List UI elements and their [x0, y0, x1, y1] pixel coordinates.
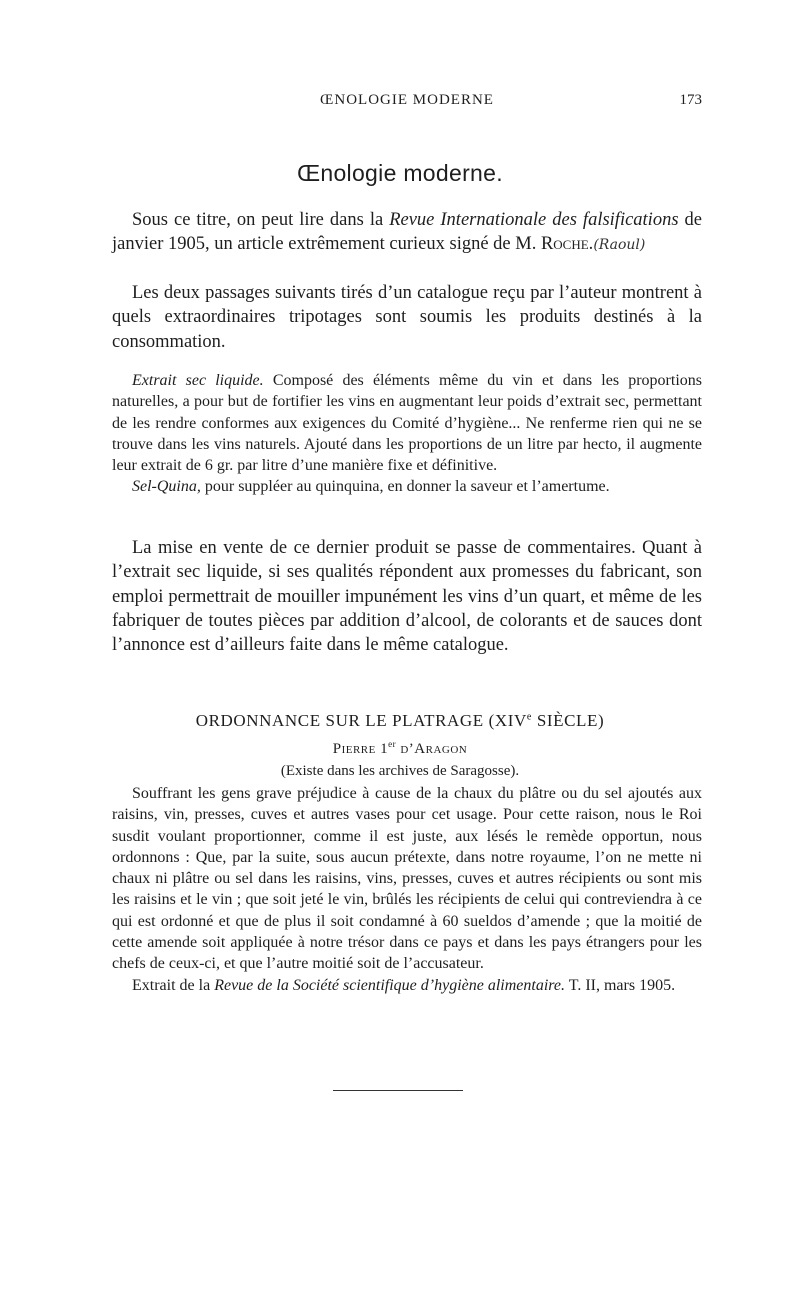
- handwritten-annotation: (Raoul): [593, 237, 646, 254]
- ordonnance-text: Souffrant les gens grave préjudice à cause de la chaux du plâtre ou du sel ajoutés aux raisins, vin, presses, cuves et autres vases pour cet usage. Pour cette raison, nous le Roi susdit voulant proportionner, comme il est juste, aux lésés le remède opportun, nous ordonnons : Que, par la suite, sous aucun prétexte, dans notre royaume, l’on ne mette ni chaux ni plâtre ou sel dans les raisins, vins, presses, cuves et autres récipients ou sont mis les raisins et le vin ; que soit jeté le vin, brûlés les récipients de celui qui contreviendra à ce qui est ordonné et que de plus il soit condamné à 60 sueldos d’amende ; que la moitié de cette amende soit appliquée à notre trésor dans ce pays et dans les pays étrangers pour les chefs de ceux-ci, et que l’autre moitié soit de l’accusateur.: [112, 785, 702, 973]
- ordonnance-subtitle: Pierre 1er d’Aragon: [332, 739, 468, 757]
- intro-text-b: de janvier 1905, un article extrêmement curieux signé de M.: [112, 210, 703, 255]
- quote-term-extrait: Extrait sec liquide.: [132, 372, 264, 389]
- body-paragraph-3: [112, 536, 702, 657]
- running-title: ŒNOLOGIE MODERNE: [320, 92, 494, 108]
- article-title: Œnologie moderne.: [297, 160, 503, 186]
- ordonnance-note: (Existe dans les archives de Saragosse).: [280, 763, 520, 779]
- quote-text-sel-quina: pour suppléer au quinquina, en donner la saveur et l’amertume.: [200, 478, 610, 496]
- source-journal: Revue Internationale des falsifications: [389, 210, 679, 230]
- intro-paragraph: [112, 208, 702, 258]
- body-paragraph-2: [112, 281, 702, 354]
- running-header: [112, 92, 702, 116]
- intro-text-a: Sous ce titre, on peut lire dans la: [132, 210, 390, 230]
- paragraph-text: Les deux passages suivants tirés d’un catalogue reçu par l’auteur montrent à quels extraordinaires tripotages sont soumis les produits destinés à la consommation.: [112, 283, 702, 352]
- paragraph-text: La mise en vente de ce dernier produit se passe de commentaires. Quant à l’extrait sec liquide, si ses qualités répondent aux promesses du fabricant, son emploi permettrait de mouiller impunément les vins d’un quart, et même de les fabriquer de toutes pièces par addition d’alcool, de colorants et de sauces dont l’annonce est d’ailleurs faite dans le même catalogue.: [112, 538, 702, 656]
- citation-source: Revue de la Société scientifique d’hygiène alimentaire.: [214, 976, 566, 994]
- quote-term-sel-quina: Sel-Quina,: [132, 478, 201, 496]
- quote-text-extrait: Composé des éléments même du vin et dans les proportions naturelles, a pour but de fortifier les vins en augmentant leur poids d’extrait sec, permettant de les rendre conformes aux exigences du Comité d’hygiène... Ne renferme rien qui ne se trouve dans les vins naturels. Ajouté dans les proportions de un litre par hecto, il augmente leur extrait de 6 gr. par litre d’une manière fixe et définitive.: [112, 372, 702, 475]
- closing-rule: [333, 1090, 463, 1091]
- page-number: 173: [679, 92, 702, 108]
- catalogue-quote: [112, 370, 702, 498]
- ordonnance-title: ORDONNANCE SUR LE PLATRAGE (XIVe SIÈCLE): [195, 711, 605, 730]
- author-name: Roche.: [540, 234, 594, 255]
- citation: Extrait de la Revue de la Société scientifique d’hygiène alimentaire. T. II, mars 1905.: [132, 976, 676, 994]
- ordonnance-body: [112, 783, 702, 996]
